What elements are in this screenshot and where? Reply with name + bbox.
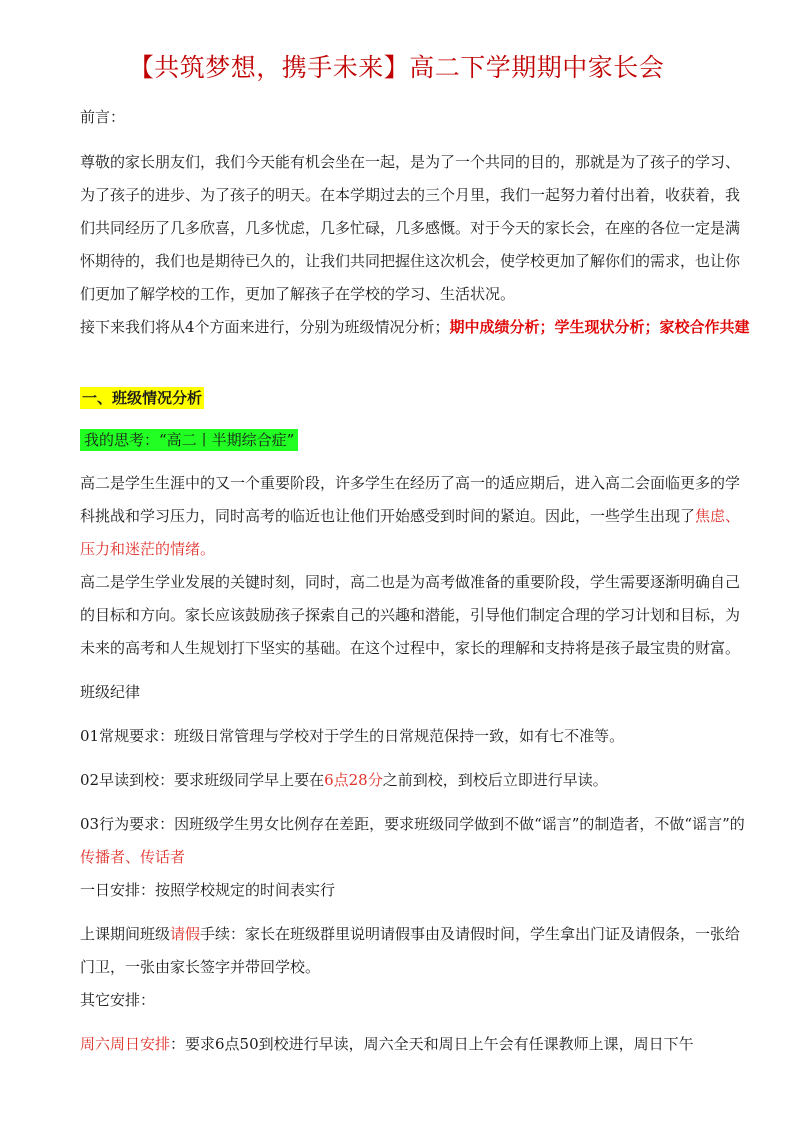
weekend-text: ：要求6点50到校进行早读，周六全天和周日上午会有任课教师上课，周日下午 [170, 1035, 694, 1053]
section1-heading: 一、班级情况分析 [82, 389, 203, 407]
other-label: 其它安排： [80, 991, 156, 1009]
key-moment-text: 高二是学生学业发展的关键时刻，同时，高二也是为高考做准备的重要阶段，学生需要逐渐明确自己的目标和方向。家长应该鼓励孩子探索自己的兴趣和潜能，引导他们制定合理的学习计划和目标，为未来的高考和人生规划打下坚实的基础。在这个过程中，家长的理解和支持将是孩子最宝贵的财富。 [80, 573, 741, 657]
outline-highlight: 期中成绩分析；学生现状分析；家校合作共建 [449, 318, 750, 336]
discipline-label: 班级纪律 [80, 683, 141, 701]
thinking-label: 我的思考：“高二丨半期综合症” [80, 429, 298, 451]
section-heading [80, 382, 750, 415]
key-moment-paragraph [80, 566, 750, 665]
weekend-label: 周六周日安排 [80, 1035, 171, 1053]
rule-morning-suffix: 之前到校，到校后立即进行早读。 [382, 771, 608, 789]
document-title: 【共筑梦想，携手未来】高二下学期期中家长会 [128, 53, 665, 82]
arrival-time: 6点28分 [324, 771, 383, 789]
outline-paragraph [80, 311, 750, 344]
rule-routine: 01常规要求：班级日常管理与学校对于学生的日常规范保持一致，如有七不准等。 [80, 727, 625, 745]
rule-morning [80, 764, 750, 797]
rule-morning-prefix: 02早读到校：要求班级同学早上要在 [80, 771, 325, 789]
preface-label: 前言： [80, 108, 126, 126]
outline-prefix: 接下来我们将从4个方面来进行，分别为班级情况分析； [80, 318, 450, 336]
leave-highlight: 请假 [170, 925, 201, 943]
leave-procedure [80, 918, 750, 984]
leave-suffix: 手续：家长在班级群里说明请假事由及请假时间，学生拿出门证及请假条，一张给门卫，一张由家长签字并带回学校。 [80, 925, 741, 976]
rule-behavior-prefix: 03行为要求：因班级学生男女比例存在差距，要求班级同学做到不做“谣言”的制造者，不做“谣言”的 [80, 815, 745, 833]
grade2-paragraph [80, 467, 750, 566]
rumor-highlight: 传播者、传话者 [80, 848, 186, 866]
weekend-line [80, 1028, 750, 1061]
grade2-text: 高二是学生生涯中的又一个重要阶段，许多学生在经历了高一的适应期后，进入高二会面临更多的学科挑战和学习压力，同时高考的临近也让他们开始感受到时间的紧迫。因此，一些学生出现了 [80, 474, 741, 525]
intro-text: 尊敬的家长朋友们，我们今天能有机会坐在一起，是为了一个共同的目的，那就是为了孩子的学习、为了孩子的进步、为了孩子的明天。在本学期过去的三个月里，我们一起努力着付出着，收获着，我们共同经历了几多欣喜，几多忧虑，几多忙碌，几多感慨。对于今天的家长会，在座的各位一定是满怀期待的，我们也是期待已久的，让我们共同把握住这次机会，使学校更加了解你们的需求，也让你们更加了解学校的工作，更加了解孩子在学校的学习、生活状况。 [80, 153, 741, 303]
intro-paragraph [80, 146, 750, 311]
daily-schedule: 一日安排：按照学校规定的时间表实行 [80, 881, 336, 899]
rule-behavior [80, 808, 750, 874]
emotion-highlight: 焦虑、压力和迷茫的情绪。 [80, 507, 741, 558]
thinking-line [80, 424, 750, 457]
leave-prefix: 上课期间班级 [80, 925, 171, 943]
